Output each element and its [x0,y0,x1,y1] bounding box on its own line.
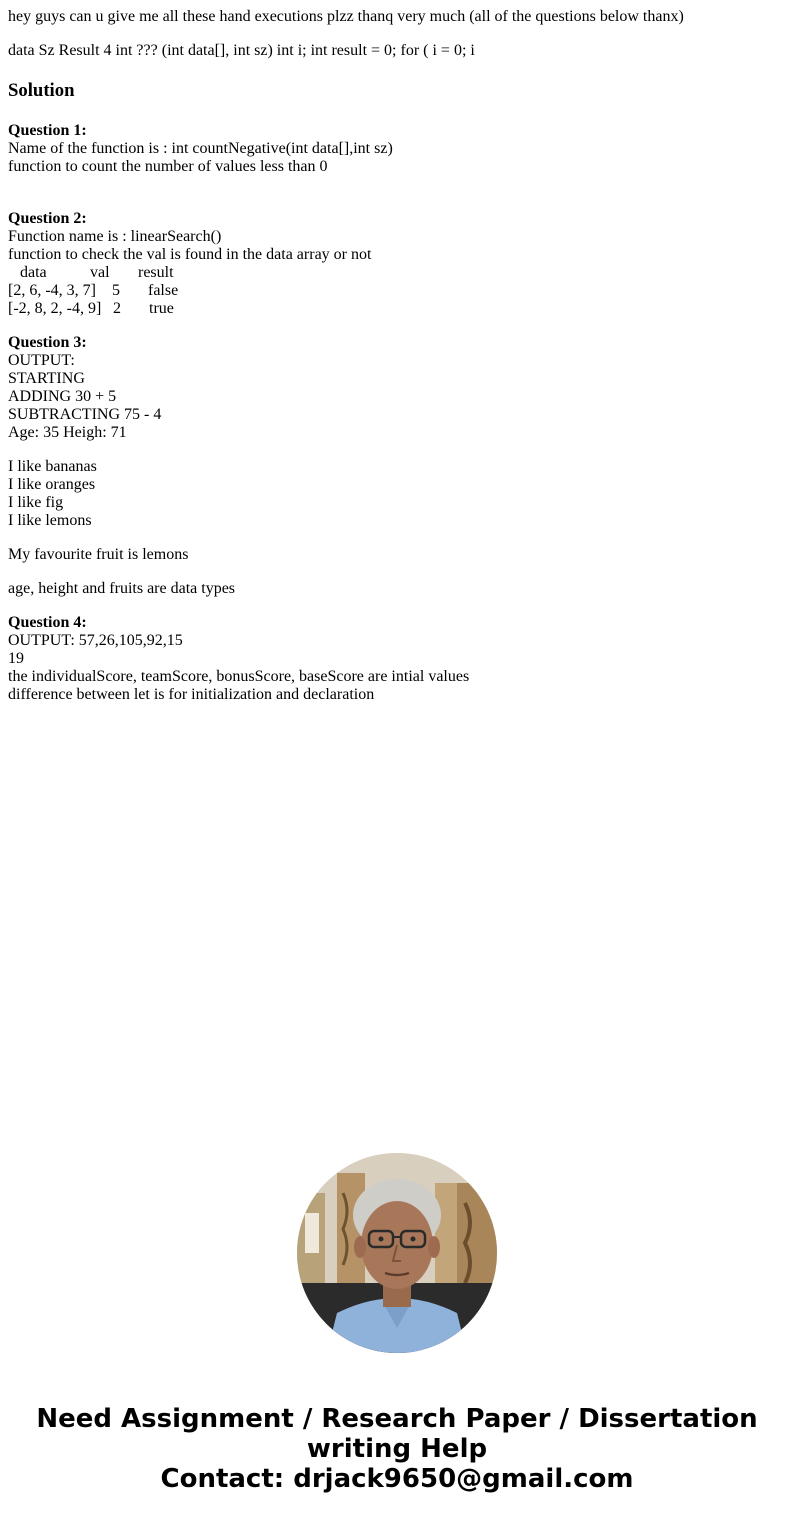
fruit-line: I like lemons [8,512,92,529]
question-1-title: Question 1: [8,122,87,139]
fruit-line: I like fig [8,494,64,511]
table-row [8,282,786,300]
fruit-line: I like bananas [8,458,97,475]
data-types-line: age, height and fruits are data types [8,580,236,597]
promo-line: writing Help [306,1434,488,1464]
question-3-title: Question 3: [8,334,87,351]
table-header-result: result [138,264,174,281]
output-line: Age: 35 Heigh: 71 [8,424,127,441]
output-line: STARTING [8,370,85,387]
question-4-line: the individualScore, teamScore, bonusScore, baseScore are intial values [8,668,470,685]
fruit-line: I like oranges [8,476,96,493]
promo-contact: Contact: drjack9650@gmail.com [160,1464,634,1494]
promo-line: Need Assignment / Research Paper / Dissertation [36,1404,758,1434]
question-2-line: function to check the val is found in the data array or not [8,246,372,263]
author-portrait-image [297,1153,497,1353]
output-line: OUTPUT: [8,352,75,369]
question-text: hey guys can u give me all these hand executions plzz thanq very much (all of the questions below thanx) [8,8,684,25]
table-cell-data: [2, 6, -4, 3, 7] [8,282,96,299]
promo-banner [0,1404,794,1494]
table-header-data: data [20,264,47,281]
question-4-title: Question 4: [8,614,87,631]
question-2-line: Function name is : linearSearch() [8,228,222,245]
table-cell-result: true [149,300,174,317]
table-header-val: val [90,264,110,281]
table-cell-val: 5 [112,282,120,299]
output-line: ADDING 30 + 5 [8,388,117,405]
question-4-line: OUTPUT: 57,26,105,92,15 [8,632,183,649]
favourite-fruit-line: My favourite fruit is lemons [8,546,189,563]
page-content [8,8,786,704]
question-4-line: 19 [8,650,24,667]
question-code-preview: data Sz Result 4 int ??? (int data[], int sz) int i; int result = 0; for ( i = 0; i [8,42,475,59]
author-avatar [297,1153,497,1353]
solution-body [8,122,786,704]
question-1-line: Name of the function is : int countNegative(int data[],int sz) [8,140,393,157]
question-4-line: difference between let is for initialization and declaration [8,686,375,703]
table-cell-val: 2 [113,300,121,317]
question-2-title: Question 2: [8,210,87,227]
table-header-row [8,264,786,282]
output-line: SUBTRACTING 75 - 4 [8,406,162,423]
solution-heading: Solution [8,80,75,101]
table-row [8,300,786,318]
table-cell-data: [-2, 8, 2, -4, 9] [8,300,102,317]
table-cell-result: false [148,282,179,299]
question-1-line: function to count the number of values less than 0 [8,158,328,175]
